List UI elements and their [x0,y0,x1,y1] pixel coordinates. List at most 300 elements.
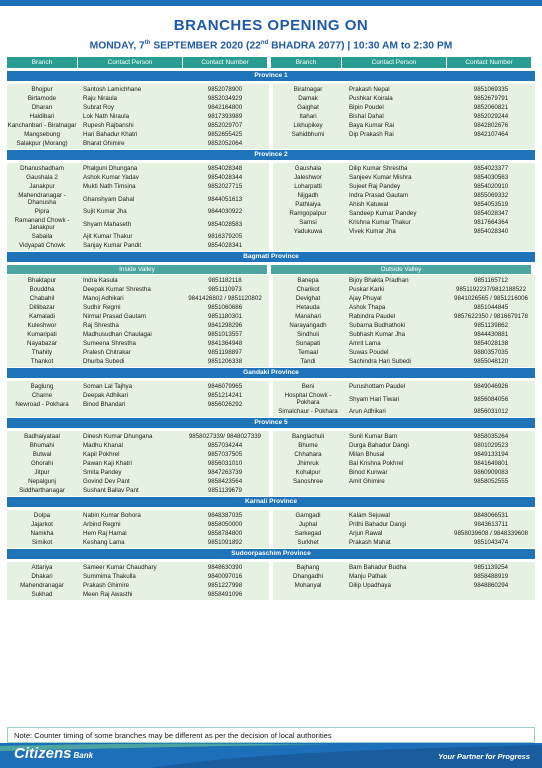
left-branch-column [7,510,269,548]
contact-person: Raju Niraula [83,95,118,102]
contact-person: Subrat Roy [83,104,114,111]
branch-name: Jaleshwor [294,174,322,181]
branch-row [7,339,269,348]
contact-person: Ajay Phuyal [349,295,382,302]
contact-person: Pawan Kaji Khatri [83,460,132,467]
branch-name: Dhanushadham [20,165,64,172]
contact-number: 9842802676 [473,122,509,129]
contact-person: Lok Nath Niraula [83,113,130,120]
col-header-branch: Branch [7,57,77,68]
contact-person: Pushkar Koirala [349,95,393,102]
branch-row [7,112,269,121]
contact-number: 9858423564 [207,478,243,485]
branch-row [7,85,269,94]
contact-person: Dhurba Subedi [83,358,125,365]
branch-row [273,382,535,391]
branch-name: Bhumahi [29,442,55,449]
branch-row [7,312,269,321]
contact-number: 9851227998 [207,582,243,589]
contact-number: 9841426802 / 9851120802 [188,295,262,302]
contact-number: 9856026292 [207,401,243,408]
branch-row [273,191,535,200]
branch-name: Thahity [31,349,53,356]
contact-number: 9849133194 [473,451,509,458]
branch-row [273,432,535,441]
contact-number: 9854028341 [207,242,243,249]
branch-row [7,94,269,103]
branch-name: Biratnagar [293,86,323,93]
contact-person: Sunil Kumar Bam [349,433,398,440]
left-branch-column [7,431,269,496]
branch-name: Chhahara [294,451,322,458]
branch-row [273,321,535,330]
branch-name: Chabahil [29,295,55,302]
branch-name: Kumaripati [27,331,57,338]
contact-person: Dip Prakash Rai [349,131,394,138]
branch-row [273,348,535,357]
contact-number: 9840097016 [207,573,243,580]
branch-name: Simikot [31,539,53,546]
citizens-bank-logo: Citizens Bank [14,745,94,762]
contact-person: Sameer Kumar Chaudhary [83,564,157,571]
contact-number: 9855069332 [473,192,509,199]
contact-number: 9856031012 [473,408,509,415]
valley-subheader: Outside Valley [271,265,531,274]
contact-number: 9851069335 [473,86,509,93]
contact-person: Soman Lal Tajhya [83,383,133,390]
contact-person: Bal Krishna Pokhrel [349,460,404,467]
branch-name: Sindhuli [296,331,320,338]
contact-number: 9844430881 [473,331,509,338]
contact-person: Hari Bahadur Khatri [83,131,138,138]
contact-person: Prakash Mahat [349,539,391,546]
left-branch-column [7,275,269,367]
footnote: Note: Counter timing of some branches may be different as per the decision of local authorities [7,727,535,743]
contact-person: Santosh Lamichhane [83,86,142,93]
contact-person: Kapil Pokhrel [83,451,120,458]
contact-number: 9854028340 [473,228,509,235]
contact-person: Ghanshyam Dahal [83,195,135,203]
branch-row [273,538,535,547]
branch-row [273,312,535,321]
branch-row [273,391,535,407]
contact-person: Bishal Dahal [349,113,384,120]
contact-number: 9852027715 [207,183,243,190]
contact-person: Keshang Lama [83,539,125,546]
contact-number: 9851206338 [207,358,243,365]
branch-row [7,294,269,303]
branch-row [7,441,269,450]
contact-number: 9851214241 [207,392,243,399]
contact-person: Ashok Thapa [349,304,386,311]
branch-row [7,400,269,409]
contact-number: 9851110973 [208,286,242,293]
contact-number: 9857034244 [207,442,243,449]
contact-person: Durga Bahadur Dangi [349,442,409,449]
branch-row [7,241,269,250]
col-header-contact-number: Contact Number [183,57,267,68]
branch-name: Ramgopalpur [289,210,327,217]
contact-person: Krishna Kumar Thakur [349,219,411,226]
contact-number: 9849046926 [473,383,509,390]
contact-number: 9852029244 [473,113,509,120]
branch-row [273,85,535,94]
contact-person: Madhusudhan Chaulagai [83,331,152,338]
branch-name: Sanoshree [293,478,323,485]
branch-row [273,581,535,590]
right-branch-column [273,431,535,496]
contact-number: 9847263739 [207,469,243,476]
branch-name: Gaighat [297,104,319,111]
branch-name: Dhakari [31,573,53,580]
branch-row [7,232,269,241]
col-header-contact-person: Contact Person [78,57,182,68]
province-header: Bagmati Province [7,252,535,262]
contact-person: Deepak Adhikari [83,392,129,399]
branch-name: Namkha [30,530,54,537]
branch-name: Damak [298,95,318,102]
contact-number: 9851139254 [474,564,508,571]
branch-name: Simalchaur - Pokhara [278,408,338,415]
contact-number: 9848066531 [473,512,509,519]
branch-name: Gamgadi [295,512,321,519]
contact-person: Shyam Mahaseth [83,220,132,228]
contact-number: 9857037505 [207,451,243,458]
branch-name: Gaushala 2 [26,174,58,181]
contact-number: 9852029707 [207,122,243,129]
contact-person: Sumeena Shrestha [83,340,136,347]
branch-row [7,303,269,312]
col-header-branch: Branch [271,57,341,68]
branch-row [273,112,535,121]
branch-row [273,209,535,218]
branch-row [7,432,269,441]
contact-person: Dilip Upadhaya [349,582,391,589]
valley-subheader: Inside Valley [7,265,267,274]
contact-number: 9851198897 [208,349,242,356]
right-branch-column [273,562,535,600]
branch-row [7,538,269,547]
branch-name: Gaushala [294,165,322,172]
branch-row [273,130,535,139]
branch-name: Baglung [30,383,54,390]
left-branch-column [7,381,269,417]
top-bar [0,0,542,6]
contact-number: 9848387035 [207,512,243,519]
contact-number: 9844030922 [207,208,243,215]
page-title: BRANCHES OPENING ON [173,17,369,34]
contact-number: 9854028347 [473,210,509,217]
contact-number: 9854028138 [473,340,509,347]
contact-person: Amit Ghimire [349,478,385,485]
branch-name: Itahari [299,113,317,120]
province-header: Province 2 [7,150,535,160]
branch-row [273,407,535,416]
contact-number: 9854023377 [473,165,509,172]
branch-name: Kuleshwor [27,322,57,329]
contact-number: 9851044845 [473,304,509,311]
contact-person: Suwas Poudel [349,349,389,356]
right-branch-column [273,381,535,417]
branch-name: Hetauda [296,304,320,311]
contact-person: Indra Kasula [83,277,118,284]
left-branch-column [7,562,269,600]
contact-number: 9857622350 / 9816679178 [454,313,528,320]
contact-number: 9858039608 / 9848339608 [454,530,528,537]
branch-row [7,121,269,130]
contact-number: 9858052555 [473,478,509,485]
right-branch-column [273,84,535,149]
branch-row [7,511,269,520]
branch-name: Nepalgunj [28,478,56,485]
branch-row [273,303,535,312]
branch-row [7,477,269,486]
branch-row [7,207,269,216]
branch-row [273,218,535,227]
contact-person: Sanjay Kumar Pandit [83,242,142,249]
branch-name: Dolpa [33,512,51,519]
contact-number: 9854028344 [207,174,243,181]
contact-person: Kalam Sejuwal [349,512,390,519]
branch-row [273,511,535,520]
contact-person: Sachindra Hari Subedi [349,358,411,365]
contact-person: Arjun Rawal [349,530,383,537]
contact-person: Summima Thakulla [83,573,136,580]
contact-person: Madhu Khanal [83,442,123,449]
branch-row [7,191,269,207]
branch-row [273,121,535,130]
contact-number: 9854028583 [207,220,243,228]
contact-person: Ahish Katuwal [349,201,389,208]
branch-name: Temaal [298,349,318,356]
contact-person: Sanjeev Kumar Mishra [349,174,412,181]
contact-person: Subarna Budhathoki [349,322,406,329]
contact-number: 9851043474 [473,539,509,546]
branch-row [7,348,269,357]
right-branch-column [273,163,535,251]
contact-person: Arbind Regmi [83,521,121,528]
contact-person: Purushottam Paudel [349,383,406,390]
branch-name: Sarkegad [294,530,322,537]
branch-name: Bhojpur [31,86,53,93]
contact-person: Prakash Ghimire [83,582,130,589]
branch-row [7,130,269,139]
branch-row [273,94,535,103]
contact-number: 9801029523 [473,442,509,449]
contact-number: 9816379205 [207,233,243,240]
branch-row [273,294,535,303]
contact-number: 9841298296 [207,322,243,329]
branch-name: Salakpur (Morang) [16,140,68,147]
right-branch-column [273,275,535,367]
contact-number: 9855048120 [473,358,509,365]
contact-person: Binod Kunwar [349,469,388,476]
branch-name: Sukhad [31,591,53,598]
contact-person: Ashok Kumar Yadav [83,174,139,181]
branch-name: Siddharthanagar [19,487,65,494]
contact-number: 9817393989 [207,113,243,120]
branch-name: Nijgadh [297,192,319,199]
contact-person: Sujit Kumar Jha [83,208,127,215]
contact-number: 9851180301 [208,313,242,320]
branch-name: Dharan [31,104,53,111]
branch-row [7,321,269,330]
contact-person: Phalguni Dhungana [83,165,138,172]
contact-number: 9851060686 [207,304,243,311]
tagline: Your Partner for Progress [438,752,530,761]
contact-number: 9841649801 [473,460,509,467]
contact-person: Meen Raj Awasthi [83,591,133,598]
branch-row [273,103,535,112]
contact-number: 9852034929 [207,95,243,102]
branch-name: Banepa [297,277,319,284]
contact-person: Vivek Kumar Jha [349,228,396,235]
branch-name: Mahendranagar - Dhanusha [18,192,66,206]
branch-name: Manahari [295,313,321,320]
branch-row [7,357,269,366]
branch-name: Mahendranagar [20,582,64,589]
contact-number: 9851165712 [474,277,508,284]
branch-name: Ghorahi [30,460,53,467]
contact-person: Shyam Hari Tiwari [349,395,400,403]
branch-name: Pathlaiya [295,201,321,208]
page-subtitle: MONDAY, 7th SEPTEMBER 2020 (22nd BHADRA 2077) | 10:30 AM to 2:30 PM [89,40,453,52]
contact-person: Subhash Kumar Jha [349,331,406,338]
branch-name: Kohalpur [295,469,321,476]
branch-name: Bhaktapur [27,277,57,284]
contact-number: 9841364948 [207,340,243,347]
contact-number: 9880357035 [473,349,509,356]
branch-row [7,139,269,148]
branch-name: Jhimruk [297,460,319,467]
branch-name: Yadukuwa [293,228,323,235]
branch-name: Jitpur [34,469,50,476]
contact-person: Arun Adhikari [349,408,386,415]
branch-row [273,339,535,348]
province-block [7,163,535,251]
contact-number: 9856084056 [473,395,509,403]
contact-number: 9856031010 [207,460,243,467]
branch-name: Loharpatti [294,183,322,190]
contact-number: 9842164800 [207,104,243,111]
branch-row [273,563,535,572]
branch-row [7,563,269,572]
province-block [7,275,535,367]
branch-name: Vidyapati Chowk [19,242,65,249]
branch-row [273,164,535,173]
contact-number: 9846079965 [207,383,243,390]
province-header: Sudoorpaschim Province [7,549,535,559]
contact-person: Raj Shrestha [83,322,119,329]
province-header: Province 1 [7,71,535,81]
branch-row [7,103,269,112]
contact-number: 9851192237/9812188522 [455,286,527,293]
contact-person: Milan Bhusal [349,451,385,458]
page-heading [0,17,542,53]
col-header-contact-number: Contact Number [447,57,531,68]
contact-number: 9848630390 [207,564,243,571]
contact-person: Rabindra Paudel [349,313,396,320]
province-block [7,84,535,149]
contact-number: 9841026565 / 9851216006 [454,295,528,302]
branch-row [273,459,535,468]
left-branch-column [7,84,269,149]
branch-row [7,382,269,391]
branch-row [273,520,535,529]
province-header: Gandaki Province [7,368,535,378]
contact-person: Binod Bhandari [83,401,126,408]
branch-row [273,477,535,486]
contact-person: Nirmal Prasad Gautam [83,313,146,320]
contact-person: Nabin Kumar Bohora [83,512,141,519]
branch-name: Devighat [295,295,321,302]
contact-person: Bharat Ghimire [83,140,125,147]
province-header: Province 5 [7,418,535,428]
branch-name: Butwal [32,451,52,458]
branch-name: Janakpur [29,183,55,190]
contact-number: 9851139862 [474,322,508,329]
branch-row [273,227,535,236]
valley-subheader-row [7,265,535,274]
contact-person: Prithi Bahadur Dangi [349,521,407,528]
branch-row [273,450,535,459]
contact-person: Smita Pandey [83,469,122,476]
contact-number: 9843613711 [474,521,508,528]
contact-person: Manoj Adhikari [83,295,124,302]
branch-name: Bajhang [296,564,320,571]
branch-name: Birtamode [27,95,57,102]
contact-number: 9854053519 [473,201,509,208]
branch-name: Dillibazar [29,304,55,311]
branch-name: Charikot [296,286,320,293]
contact-number: 9852078900 [207,86,243,93]
branch-row [7,486,269,495]
branch-row [7,173,269,182]
contact-number: 9852060821 [473,104,509,111]
contact-person: Dinesh Kumar Dhungana [83,433,153,440]
contact-number: 9858035264 [473,433,509,440]
branch-row [7,572,269,581]
branch-row [7,468,269,477]
branch-name: Bhume [298,442,318,449]
branch-row [7,459,269,468]
branch-row [7,276,269,285]
branch-row [7,581,269,590]
branch-name: Sunapati [295,340,321,347]
contact-person: Sandeep Kumar Pandey [349,210,417,217]
branch-name: Banglachuli [292,433,324,440]
branch-name: Attariya [31,564,53,571]
contact-number: 9854028348 [207,165,243,172]
branch-row [273,173,535,182]
contact-person: Sudhir Regmi [83,304,121,311]
contact-person: Manju Pathak [349,573,387,580]
branch-name: Hospital Chowk - Pokhara [284,392,332,406]
branch-name: Mangsebung [24,131,60,138]
branch-row [273,200,535,209]
branch-row [7,590,269,599]
contact-number: 9851091892 [207,539,243,546]
contact-number: 9844051613 [207,195,243,203]
contact-person: Dilip Kumar Shrestha [349,165,408,172]
contact-number: 9848860294 [473,582,509,589]
branch-name: Bouddha [29,286,55,293]
contact-number: 9852679791 [473,95,509,102]
branch-row [7,529,269,538]
branch-row [273,468,535,477]
contact-person: Mukti Nath Timsina [83,183,136,190]
contact-number: 9851139679 [208,487,242,494]
